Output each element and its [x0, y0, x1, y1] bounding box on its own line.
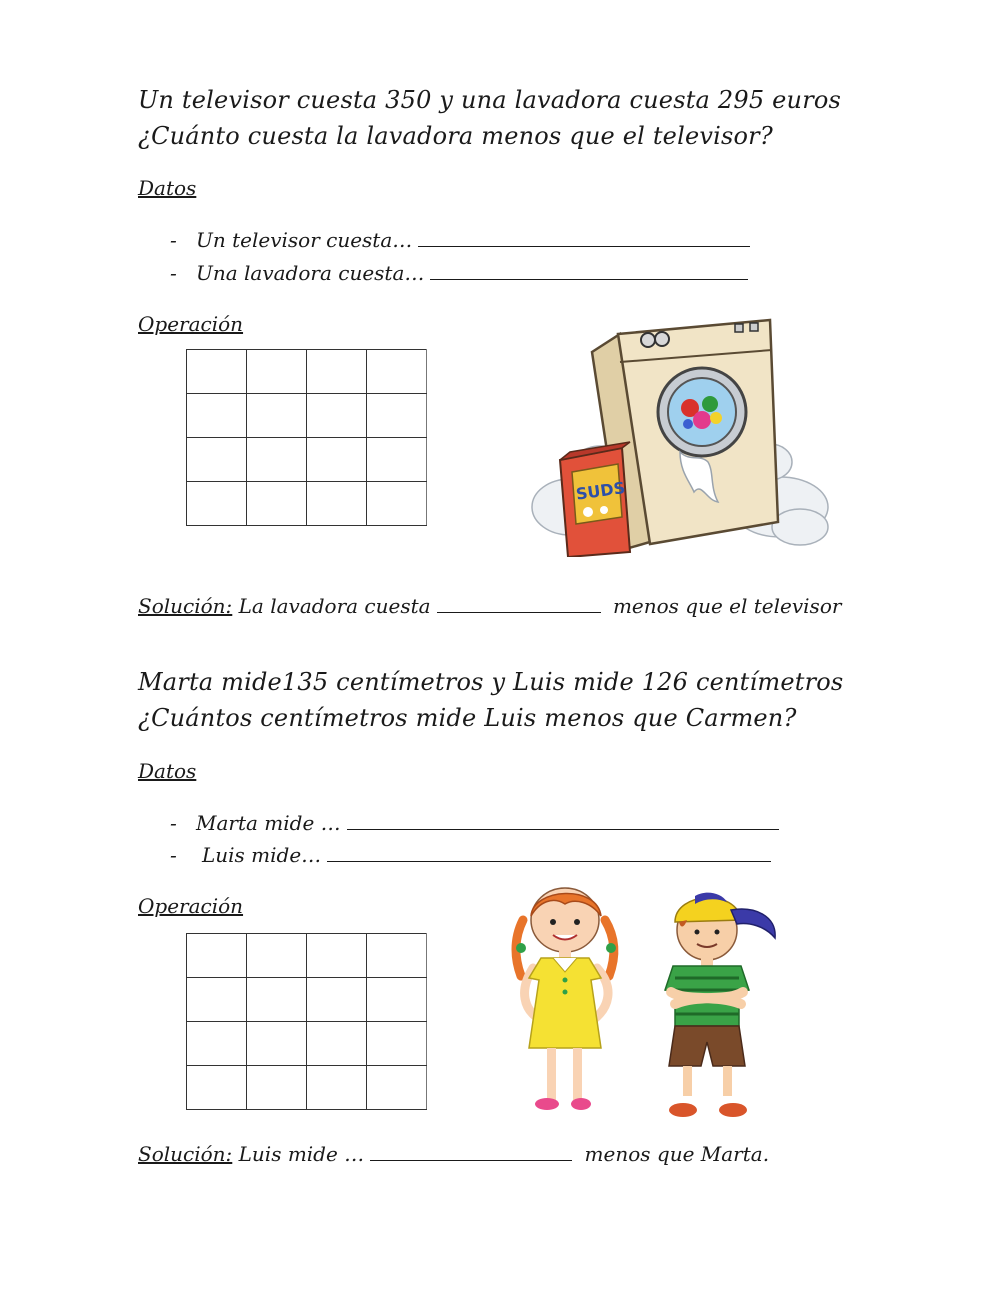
grid-cell[interactable]: [367, 978, 427, 1022]
grid-cell[interactable]: [307, 394, 367, 438]
answer-blank[interactable]: [370, 1142, 572, 1161]
grid-cell[interactable]: [367, 934, 427, 978]
answer-blank[interactable]: [437, 594, 601, 613]
grid-cell[interactable]: [367, 1066, 427, 1110]
grid-cell[interactable]: [247, 1066, 307, 1110]
grid-cell[interactable]: [307, 350, 367, 394]
grid-cell[interactable]: [307, 482, 367, 526]
grid-cell[interactable]: [187, 978, 247, 1022]
solution-text-after: menos que Marta.: [584, 1142, 770, 1166]
grid-cell[interactable]: [367, 350, 427, 394]
solution-label: Solución:: [138, 1142, 233, 1166]
problem2-data-item: [170, 843, 771, 867]
boy-shorts: [669, 1026, 745, 1066]
grid-cell[interactable]: [187, 394, 247, 438]
problem1-datos-label: Datos: [138, 176, 197, 200]
grid-cell[interactable]: [187, 438, 247, 482]
solution-label: Solución:: [138, 594, 233, 618]
problem1-data-item: [170, 261, 748, 285]
grid-cell[interactable]: [307, 1066, 367, 1110]
problem1-statement: [138, 82, 841, 154]
grid-cell[interactable]: [307, 978, 367, 1022]
problem1-data-label: Un televisor cuesta…: [196, 228, 413, 252]
problem1-line1: Un televisor cuesta 350 y una lavadora cuesta 295 euros: [138, 86, 842, 114]
answer-blank[interactable]: [327, 843, 771, 862]
problem2-solution: [138, 1142, 769, 1166]
problem2-line1: Marta mide135 centímetros y Luis mide 126 centímetros: [138, 668, 844, 696]
grid-cell[interactable]: [367, 482, 427, 526]
boy-illustration: [645, 886, 785, 1120]
problem2-datos-label: Datos: [138, 759, 197, 783]
list-dash: -: [170, 228, 177, 252]
grid-cell[interactable]: [247, 394, 307, 438]
list-dash: -: [170, 261, 177, 285]
problem1-operacion-label: Operación: [138, 312, 244, 336]
grid-cell[interactable]: [367, 1022, 427, 1066]
problem1-solution: [138, 594, 841, 618]
problem2-statement: [138, 664, 843, 736]
list-dash: -: [170, 843, 177, 867]
grid-cell[interactable]: [187, 934, 247, 978]
washing-machine-illustration: [530, 312, 830, 557]
detergent-box: [560, 442, 630, 557]
problem1-operation-grid: [186, 349, 427, 526]
grid-cell[interactable]: [367, 394, 427, 438]
grid-cell[interactable]: [367, 438, 427, 482]
solution-text-before: La lavadora cuesta: [238, 594, 431, 618]
grid-cell[interactable]: [247, 438, 307, 482]
list-dash: -: [170, 811, 177, 835]
grid-cell[interactable]: [307, 438, 367, 482]
grid-cell[interactable]: [187, 350, 247, 394]
grid-cell[interactable]: [247, 482, 307, 526]
knob-icon: [655, 332, 669, 346]
problem2-data-item: [170, 811, 779, 835]
grid-cell[interactable]: [187, 482, 247, 526]
grid-cell[interactable]: [187, 1022, 247, 1066]
box-label: SUDS: [574, 478, 627, 504]
problem1-data-item: [170, 228, 750, 252]
solution-text-after: menos que el televisor: [612, 594, 842, 618]
problem2-data-label: Luis mide…: [202, 843, 322, 867]
grid-cell[interactable]: [307, 934, 367, 978]
girl-illustration: [505, 880, 635, 1120]
grid-cell[interactable]: [247, 350, 307, 394]
answer-blank[interactable]: [347, 811, 779, 830]
solution-text-before: Luis mide …: [238, 1142, 365, 1166]
problem2-operation-grid: [186, 933, 427, 1110]
grid-cell[interactable]: [247, 934, 307, 978]
grid-cell[interactable]: [247, 978, 307, 1022]
answer-blank[interactable]: [418, 228, 750, 247]
grid-cell[interactable]: [307, 1022, 367, 1066]
problem2-data-label: Marta mide …: [196, 811, 341, 835]
problem2-question: ¿Cuántos centímetros mide Luis menos que Carmen?: [138, 704, 797, 732]
grid-cell[interactable]: [247, 1022, 307, 1066]
problem1-question: ¿Cuánto cuesta la lavadora menos que el televisor?: [138, 122, 773, 150]
grid-cell[interactable]: [187, 1066, 247, 1110]
problem2-operacion-label: Operación: [138, 894, 244, 918]
answer-blank[interactable]: [430, 261, 748, 280]
knob-icon: [641, 333, 655, 347]
problem1-data-label: Una lavadora cuesta…: [196, 261, 425, 285]
